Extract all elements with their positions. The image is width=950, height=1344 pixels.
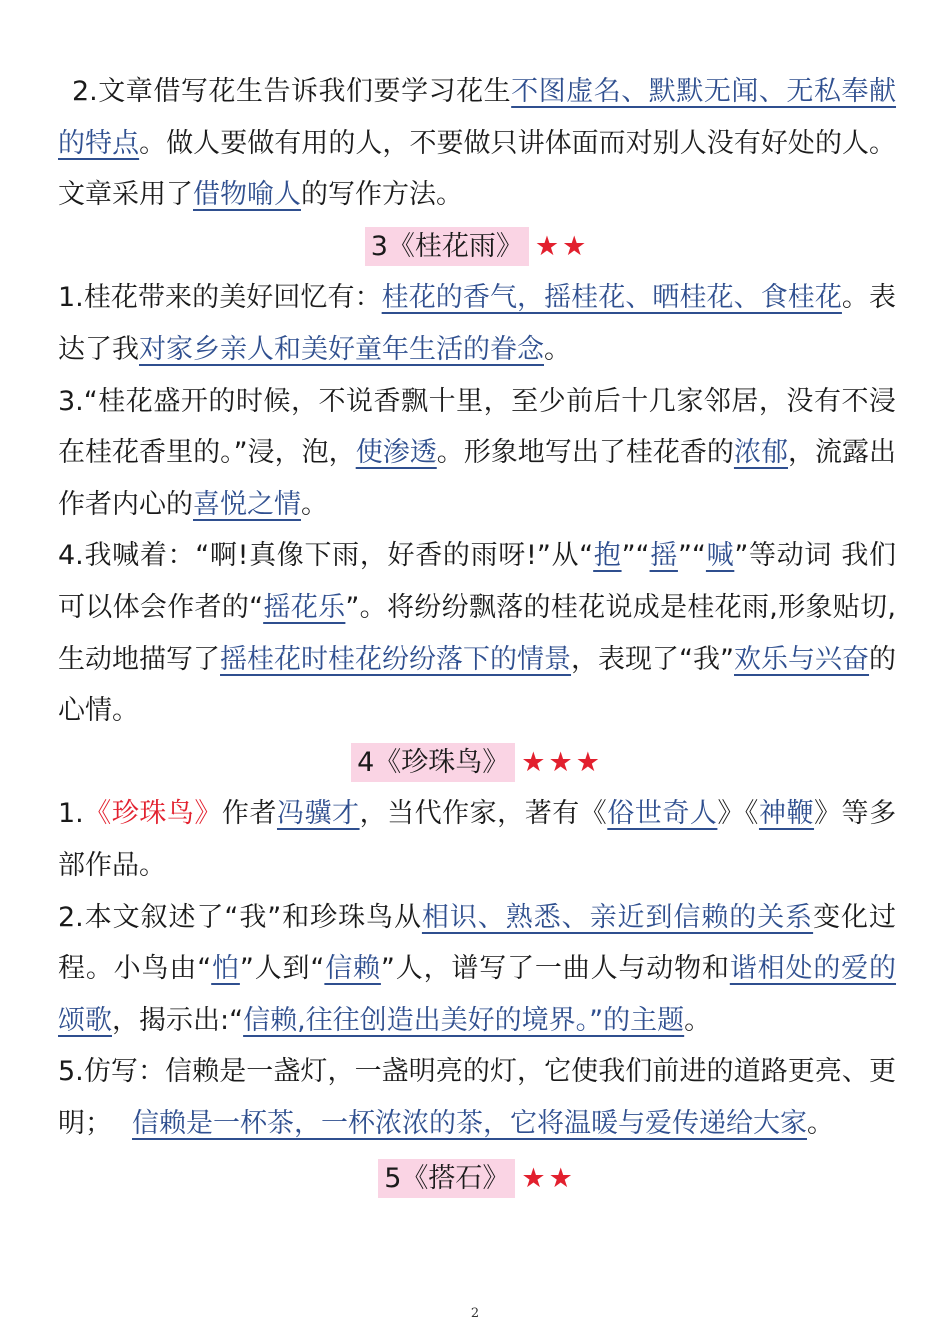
- text: 的写作方法。: [301, 179, 463, 211]
- answer: 冯骥才: [276, 798, 360, 830]
- answer: 浓郁: [733, 437, 788, 469]
- book-title: 《珍珠鸟》: [83, 798, 222, 830]
- text: 3.“桂花盛开的时候，不说香飘十里，至少前后十几家邻居，没有不浸在桂花香里的。”浸，泡，: [58, 385, 896, 469]
- paragraph-zhenzhuniao-5: [58, 1046, 896, 1149]
- paragraph-zhenzhuniao-1: [58, 788, 896, 891]
- star-rating: ★★★: [521, 746, 603, 778]
- text: 2.本文叙述了“我”和珍珠鸟从: [58, 901, 422, 933]
- text: 》等多部作品。: [58, 798, 897, 881]
- text: 。: [807, 1107, 834, 1139]
- paragraph-guihuayu-1: [58, 272, 896, 375]
- answer: 怕: [211, 953, 240, 985]
- paragraph-huasheng-2: [58, 66, 896, 221]
- paragraph-guihuayu-4: [58, 530, 896, 736]
- paragraph-guihuayu-3: [58, 376, 896, 531]
- answer: 相识、熟悉、亲近到信赖的关系: [421, 901, 814, 933]
- text: ”人，谱写了一曲人与动物和: [380, 953, 730, 985]
- text: 1.: [58, 798, 84, 830]
- answer: 喊: [705, 540, 735, 572]
- text: 。: [684, 1004, 712, 1036]
- answer: 摇: [649, 540, 678, 572]
- answer: 摇花乐: [263, 591, 346, 623]
- answer: 桂花的香气，摇桂花、晒桂花、食桂花: [381, 282, 842, 314]
- answer: 俗世奇人: [607, 798, 718, 830]
- section-title: 3《桂花雨》: [365, 227, 529, 266]
- page-number: 2: [470, 1306, 480, 1321]
- star-rating: ★★: [521, 1163, 576, 1195]
- section-title-guihuayu: [58, 221, 896, 273]
- text: ，揭示出:“: [112, 1004, 244, 1036]
- answer: 使渗透: [355, 437, 437, 469]
- text: 的心情。: [58, 643, 897, 727]
- document-page: [58, 66, 896, 1205]
- text: 1.桂花带来的美好回忆有：: [58, 282, 382, 314]
- text: 。做人要做有用的人，不要做只讲体面而对别人没有好处的人。文章采用了: [58, 127, 897, 211]
- text: ”“: [621, 540, 650, 572]
- text: ”等动词 我们可以体会作者的“: [58, 540, 897, 623]
- text: 变化过程。小鸟由“: [58, 901, 896, 985]
- answer: 摇桂花时桂花纷纷落下的情景: [220, 643, 572, 675]
- answer: 信赖,往往创造出美好的境界。”的主题: [243, 1004, 685, 1036]
- star-rating: ★★: [534, 230, 590, 262]
- text: 4.我喊着：“啊!真像下雨，好香的雨呀!”从“: [58, 540, 594, 572]
- answer: 信赖是一杯茶，一杯浓浓的茶，它将温暖与爱传递给大家: [132, 1107, 807, 1139]
- answer: 神鞭: [758, 798, 815, 830]
- answer: 谐相处的爱的颂歌: [58, 953, 897, 1036]
- section-title-dashi: [58, 1153, 896, 1205]
- text: 。表达了我: [58, 282, 896, 365]
- text: ”“: [677, 540, 706, 572]
- text: ，流露出作者内心的: [58, 437, 897, 520]
- text: 5.仿写：信赖是一盏灯，一盏明亮的灯，它使我们前进的道路更亮、更明；: [58, 1056, 896, 1139]
- section-title: 4《珍珠鸟》: [351, 743, 515, 782]
- text: 。: [544, 333, 571, 365]
- text: ”。将纷纷飘落的桂花说成是桂花雨,形象贴切,生动地描写了: [58, 591, 897, 675]
- text: 》《: [717, 798, 759, 830]
- answer: 对家乡亲人和美好童年生活的眷念: [139, 333, 544, 365]
- section-title-zhenzhuniao: [58, 737, 896, 789]
- text: 作者: [221, 798, 277, 830]
- text: 。形象地写出了桂花香的: [436, 437, 734, 469]
- answer: 欢乐与兴奋: [734, 643, 870, 675]
- paragraph-zhenzhuniao-2: [58, 892, 896, 1047]
- answer: 信赖: [324, 953, 381, 985]
- answer: 不图虚名、默默无闻、无私奉献的特点: [58, 76, 897, 159]
- answer: 喜悦之情: [193, 488, 301, 520]
- text: 2.文章借写花生告诉我们要学习花生: [72, 76, 512, 107]
- text: ，当代作家，著有《: [359, 798, 608, 830]
- section-title: 5《搭石》: [378, 1159, 515, 1198]
- answer: 抱: [593, 540, 622, 572]
- text: ”人到“: [239, 953, 325, 985]
- text: ，表现了“我”: [571, 643, 735, 675]
- text: 。: [301, 488, 328, 520]
- answer: 借物喻人: [193, 179, 301, 211]
